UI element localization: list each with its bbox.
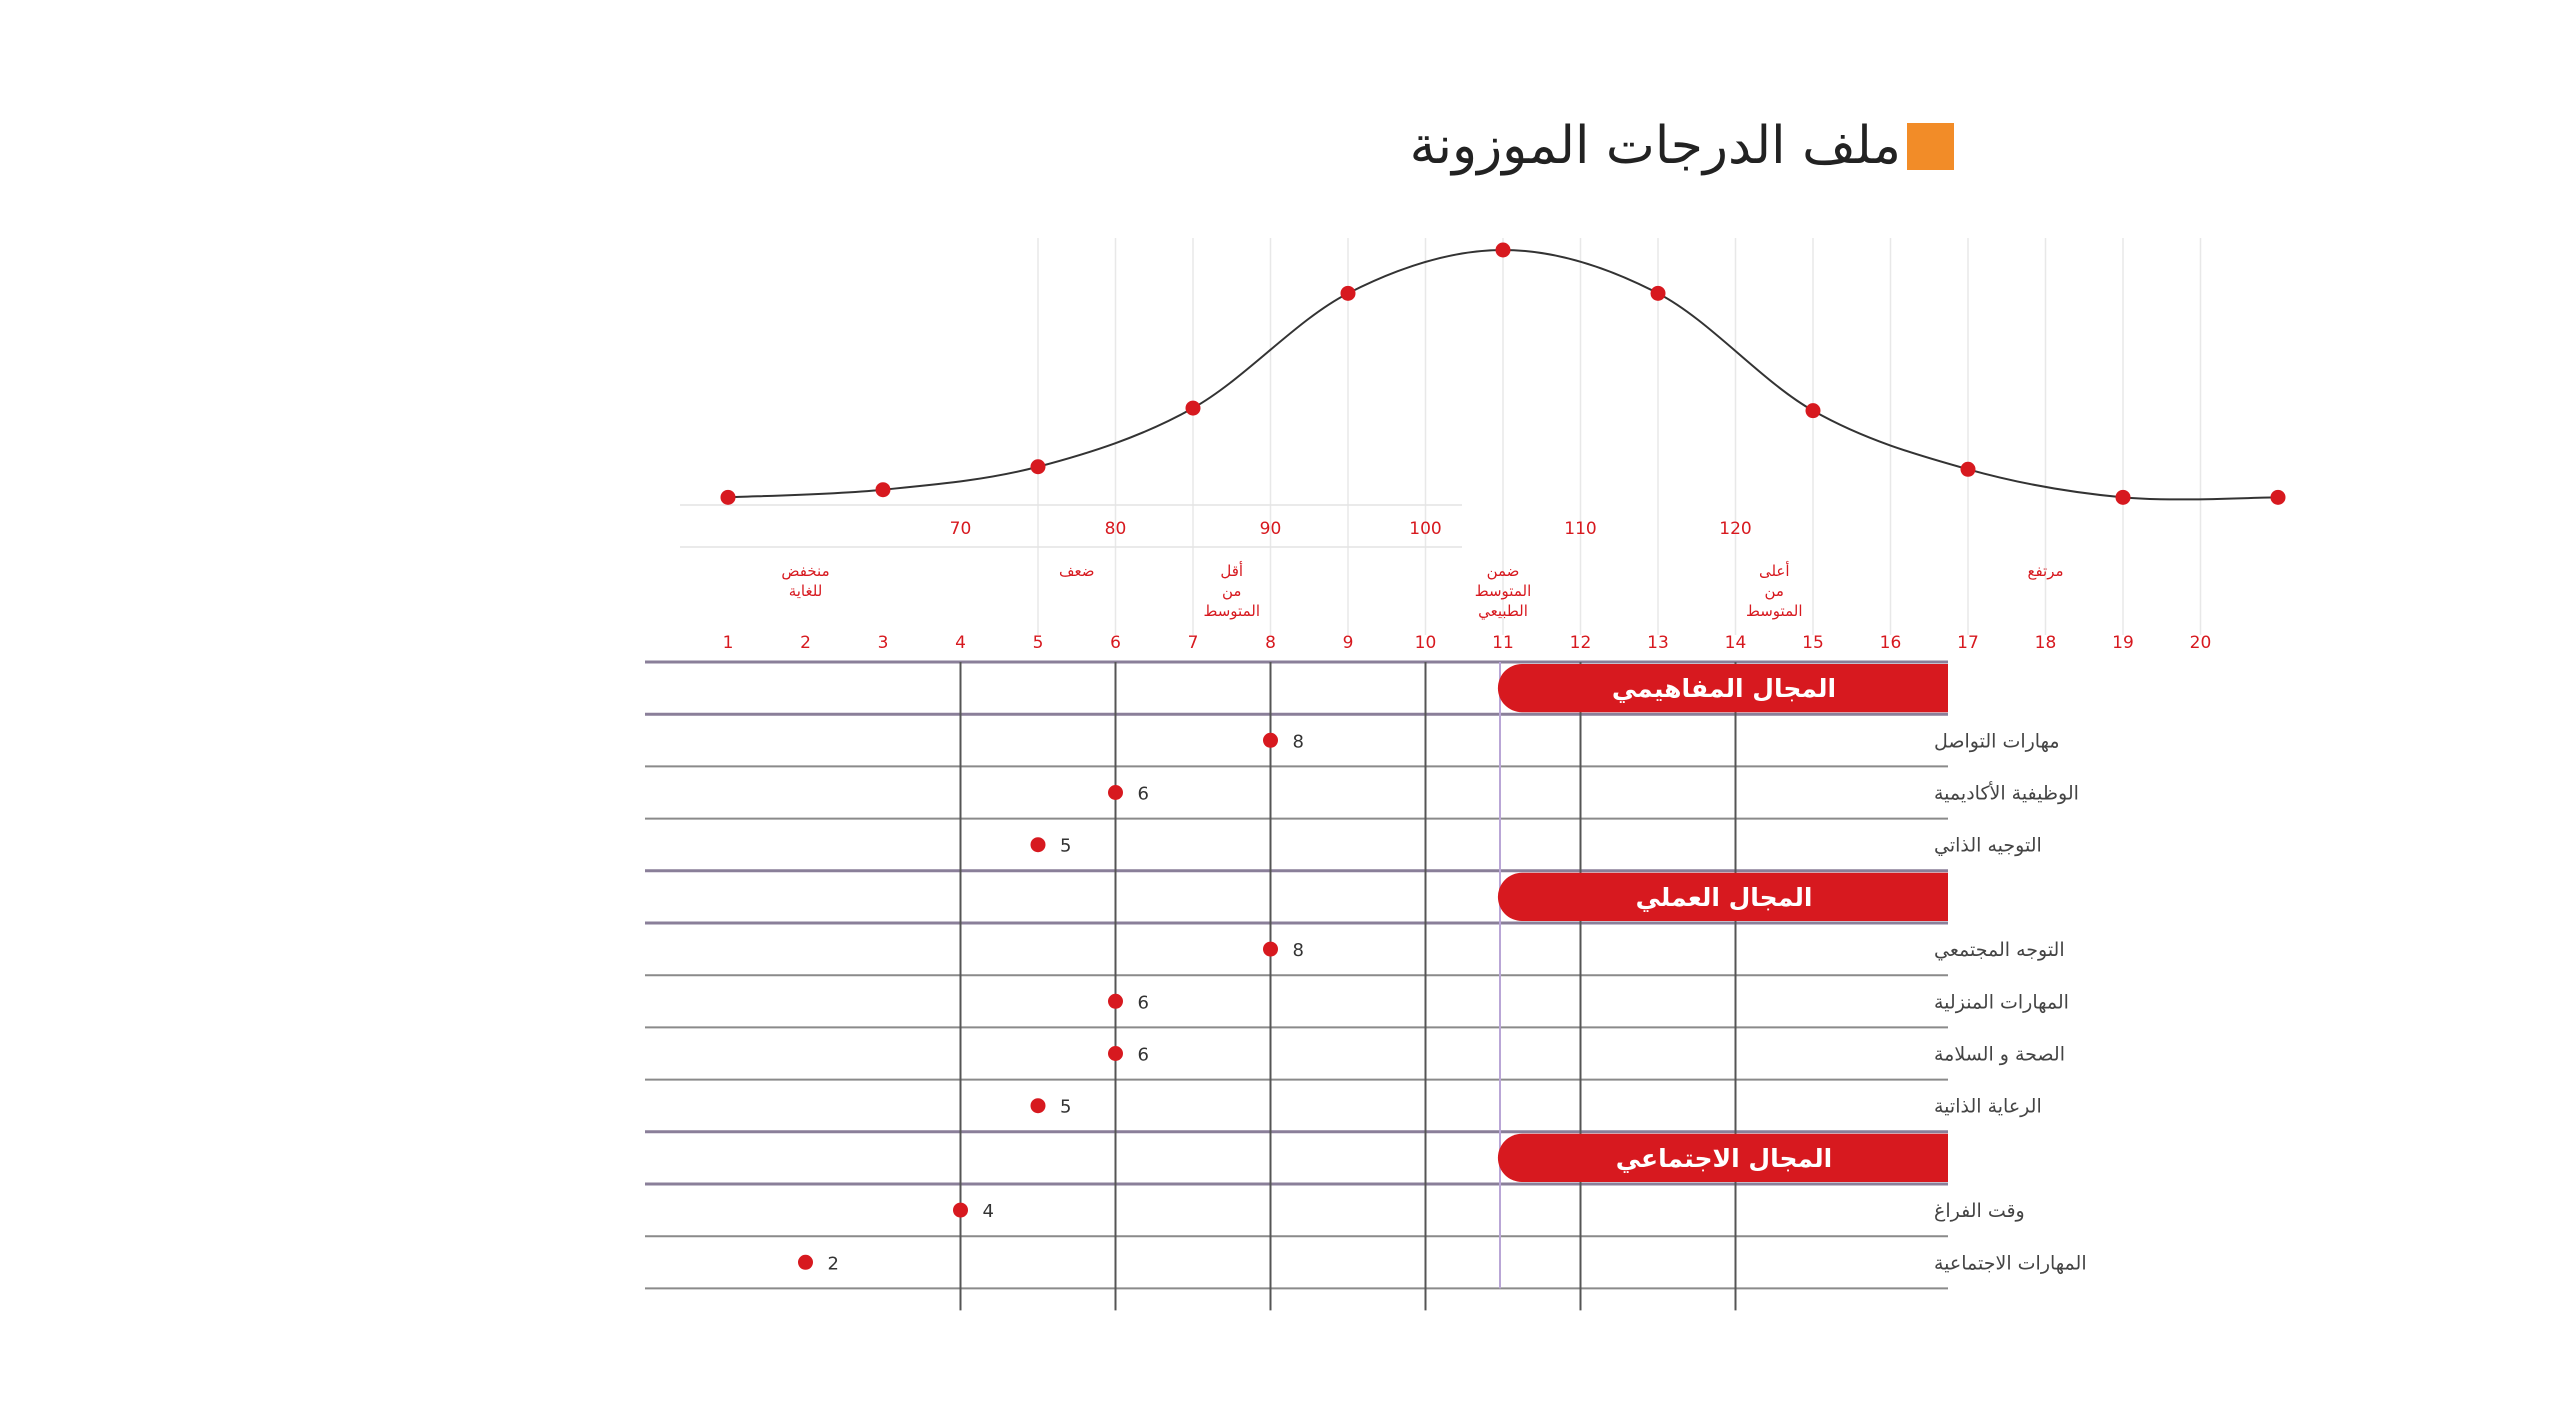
- standard-score-label: 90: [1259, 519, 1282, 539]
- band-label: من: [1222, 582, 1242, 600]
- score-point: [1108, 1046, 1123, 1061]
- score-point: [953, 1203, 968, 1218]
- domain-header-label: المجال المفاهيمي: [1611, 674, 1837, 704]
- standard-score-label: 80: [1104, 519, 1127, 539]
- scaled-score-tick: 8: [1265, 633, 1276, 653]
- score-point: [1108, 785, 1123, 800]
- standard-score-label: 100: [1409, 519, 1442, 539]
- score-value-label: 6: [1137, 783, 1149, 805]
- standard-score-label: 70: [949, 519, 972, 539]
- curve-point: [1961, 462, 1976, 477]
- band-label: منخفض: [781, 562, 830, 580]
- scaled-score-tick: 14: [1724, 633, 1747, 653]
- scaled-score-tick: 20: [2189, 633, 2212, 653]
- score-value-label: 8: [1292, 940, 1304, 962]
- scaled-score-tick: 4: [955, 633, 966, 653]
- subdomain-label: مهارات التواصل: [1934, 730, 2060, 753]
- curve-point: [2116, 490, 2131, 505]
- scaled-score-tick: 6: [1110, 633, 1121, 653]
- band-label: الطبيعي: [1478, 602, 1528, 620]
- subdomain-label: التوجه المجتمعي: [1934, 939, 2065, 962]
- subdomain-label: التوجيه الذاتي: [1934, 834, 2042, 857]
- score-value-label: 6: [1137, 1044, 1149, 1066]
- score-point: [798, 1255, 813, 1270]
- page-title: ملف الدرجات الموزونة: [1409, 116, 1901, 176]
- subdomain-label: المهارات المنزلية: [1934, 991, 2069, 1014]
- scaled-score-tick: 13: [1647, 633, 1669, 653]
- band-label: أقل: [1220, 562, 1244, 580]
- band-label: ضعف: [1058, 562, 1095, 580]
- curve-point: [1031, 459, 1046, 474]
- band-label: مرتفع: [2027, 562, 2064, 580]
- score-point: [1108, 994, 1123, 1009]
- band-label: للغاية: [788, 582, 823, 600]
- scaled-score-tick: 12: [1569, 633, 1592, 653]
- scaled-score-tick: 5: [1032, 633, 1044, 653]
- standard-score-label: 110: [1564, 519, 1597, 539]
- curve-point: [1651, 286, 1666, 301]
- score-value-label: 6: [1137, 992, 1149, 1014]
- curve-point: [721, 490, 736, 505]
- scaled-score-tick: 2: [800, 633, 811, 653]
- scaled-score-tick: 11: [1492, 633, 1514, 653]
- scaled-score-tick: 1: [722, 633, 734, 653]
- score-value-label: 2: [827, 1253, 839, 1275]
- curve-point: [2271, 490, 2286, 505]
- score-value-label: 5: [1060, 835, 1072, 857]
- band-label: المتوسط: [1203, 602, 1260, 620]
- curve-point: [1496, 243, 1511, 258]
- curve-point: [1806, 403, 1821, 418]
- subdomain-label: الوظيفية الأكاديمية: [1934, 782, 2079, 805]
- domain-header-label: المجال العملي: [1635, 882, 1813, 912]
- scaled-score-tick: 3: [877, 633, 889, 653]
- curve-point: [1341, 286, 1356, 301]
- scaled-score-tick: 10: [1414, 633, 1437, 653]
- scaled-score-tick: 17: [1957, 633, 1979, 653]
- score-value-label: 4: [982, 1201, 994, 1223]
- domain-header-label: المجال الاجتماعي: [1615, 1143, 1833, 1173]
- scaled-score-tick: 7: [1187, 633, 1199, 653]
- band-label: المتوسط: [1746, 602, 1803, 620]
- curve-point: [1186, 401, 1201, 416]
- scaled-score-tick: 15: [1802, 633, 1824, 653]
- band-label: ضمن: [1486, 562, 1520, 580]
- subdomain-label: الصحة و السلامة: [1934, 1043, 2065, 1066]
- subdomain-label: الرعاية الذاتية: [1934, 1095, 2042, 1118]
- score-point: [1031, 837, 1046, 852]
- standard-score-label: 120: [1719, 519, 1752, 539]
- band-label: من: [1764, 582, 1784, 600]
- score-value-label: 8: [1292, 731, 1304, 753]
- subdomain-label: وقت الفراغ: [1934, 1200, 2025, 1223]
- band-label: أعلى: [1758, 562, 1790, 580]
- score-point: [1031, 1098, 1046, 1113]
- scaled-score-tick: 16: [1879, 633, 1902, 653]
- subdomain-label: المهارات الاجتماعية: [1934, 1252, 2087, 1275]
- score-point: [1263, 733, 1278, 748]
- scaled-score-tick: 19: [2112, 633, 2134, 653]
- scaled-score-tick: 9: [1342, 633, 1354, 653]
- scaled-score-tick: 18: [2034, 633, 2057, 653]
- score-value-label: 5: [1060, 1096, 1072, 1118]
- curve-point: [876, 482, 891, 497]
- score-point: [1263, 942, 1278, 957]
- band-label: المتوسط: [1474, 582, 1532, 600]
